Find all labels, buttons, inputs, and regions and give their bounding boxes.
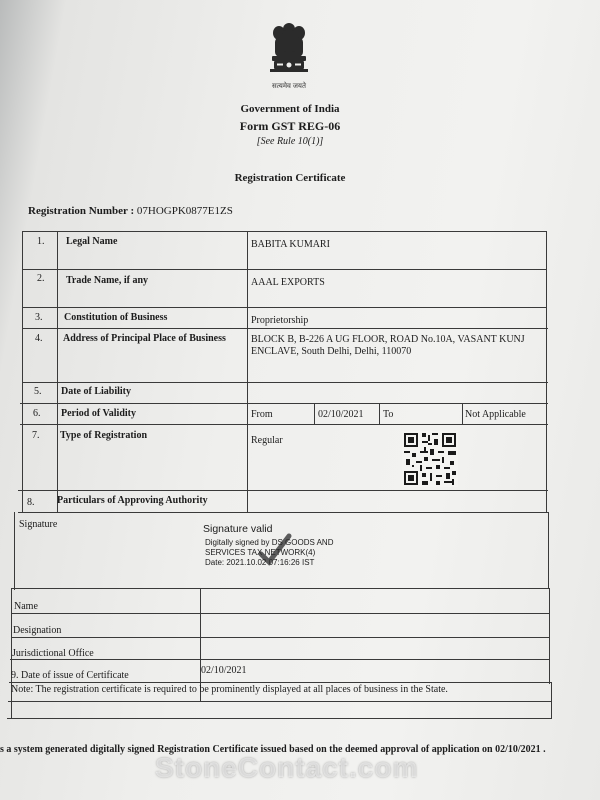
row-3-number: 3.: [35, 312, 43, 323]
row-4-number: 4.: [35, 333, 43, 344]
date-of-liability-label: Date of Liability: [61, 386, 131, 397]
row-8-number: 8.: [27, 497, 35, 508]
registration-number: [28, 205, 233, 217]
row-2-number: 2.: [37, 273, 45, 284]
approving-authority-label: Particulars of Approving Authority: [57, 495, 208, 506]
trade-name-label: Trade Name, if any: [66, 275, 149, 286]
rule-reference: [See Rule 10(1)]: [256, 136, 324, 147]
address-label: Address of Principal Place of Business: [63, 333, 226, 344]
type-of-registration-value: Regular: [251, 435, 283, 446]
constitution-label: Constitution of Business: [64, 312, 168, 323]
form-title: Form GST REG-06: [239, 119, 341, 133]
row-6-number: 6.: [33, 408, 41, 419]
address-value: BLOCK B, B-226 A UG FLOOR, ROAD No.10A, VASANT KUNJ ENCLAVE, South Delhi, Delhi, 110070: [251, 334, 525, 357]
stonecontact-watermark: StoneContact.com: [155, 752, 419, 783]
constitution-value: Proprietorship: [251, 315, 309, 326]
legal-name-label: Legal Name: [66, 236, 118, 247]
registration-number-value: 07HOGPK0877E1ZS: [136, 205, 233, 217]
qr-code-icon: [402, 431, 458, 487]
emblem-motto: सत्यमेव जयते: [272, 82, 306, 90]
signature-authority: SERVICES TAX NETWORK(4): [205, 548, 316, 557]
issue-date-label: 9. Date of issue of Certificate: [11, 670, 129, 681]
legal-name-value: BABITA KUMARI: [251, 239, 330, 250]
registration-number-label: Registration Number :: [28, 205, 135, 217]
issue-date-value: 02/10/2021: [201, 665, 247, 676]
validity-from-date: 02/10/2021: [318, 409, 364, 420]
signature-date: Date: 2021.10.02 07:16:26 IST: [205, 558, 315, 567]
officer-designation-label: Designation: [13, 625, 62, 636]
period-of-validity-label: Period of Validity: [61, 408, 137, 419]
validity-from-label: From: [251, 409, 273, 420]
jurisdictional-office-label: Jurisdictional Office: [12, 648, 94, 659]
type-of-registration-label: Type of Registration: [60, 430, 148, 441]
signature-label: Signature: [19, 519, 58, 530]
display-note: Note: The registration certificate is required to be prominently displayed at all places of business in the State.: [11, 684, 448, 695]
row-7-number: 7.: [32, 430, 40, 441]
row-1-number: 1.: [37, 236, 45, 247]
certificate-title: Registration Certificate: [234, 172, 346, 184]
system-generated-footer: s a system generated digitally signed Registration Certificate issued based on the deemed approval of application on 02/10/2021 .: [0, 744, 546, 755]
government-title: Government of India: [240, 103, 340, 115]
signature-check-icon: [255, 530, 295, 570]
officer-name-label: Name: [14, 601, 38, 612]
national-emblem-icon: [266, 20, 312, 82]
row-5-number: 5.: [34, 386, 42, 397]
signature-valid-text: Signature valid: [203, 523, 273, 535]
trade-name-value: AAAL EXPORTS: [251, 277, 325, 288]
validity-to-value: Not Applicable: [465, 409, 526, 420]
validity-to-label: To: [383, 409, 394, 420]
signature-signed-by: Digitally signed by DS GOODS AND: [205, 538, 334, 547]
